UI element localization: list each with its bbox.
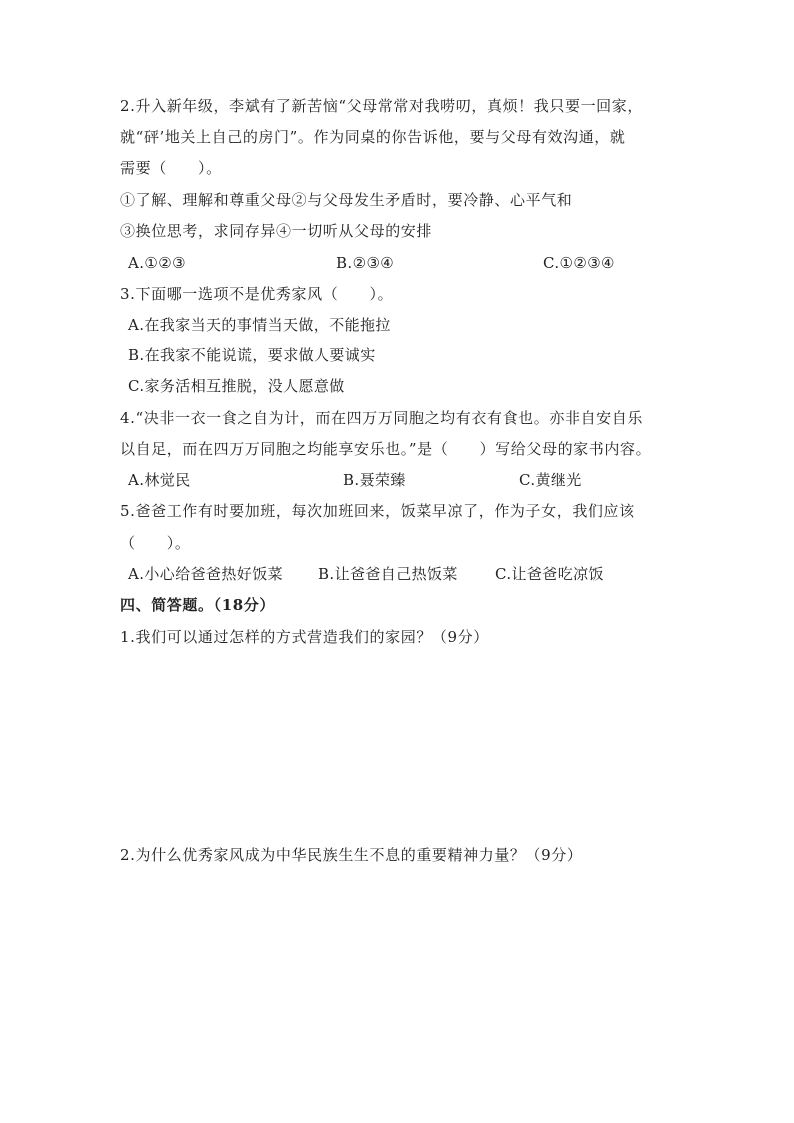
question-3-stem: 3.下面哪一选项不是优秀家风（ ）。	[120, 285, 394, 303]
question-5-option-b: B.让爸爸自己热饭菜	[318, 565, 458, 583]
section-4-heading: 四、简答题。（18分）	[120, 596, 275, 614]
question-2-option-a: A.①②③	[128, 254, 186, 272]
question-2-option-c: C.①②③④	[543, 254, 615, 272]
question-2-statement-1: ①了解、理解和尊重父母②与父母发生矛盾时，要冷静、心平气和	[120, 191, 573, 209]
question-3-option-b: B.在我家不能说谎，要求做人要诚实	[128, 346, 376, 364]
short-answer-question-2: 2.为什么优秀家风成为中华民族生生不息的重要精神力量？（9分）	[120, 846, 583, 864]
question-3-option-a: A.在我家当天的事情当天做，不能拖拉	[128, 316, 391, 334]
question-2-line-1: 2.升入新年级，李斌有了新苦恼“父母常常对我唠叨，真烦！我只要一回家，	[120, 97, 643, 115]
question-4-option-a: A.林觉民	[128, 471, 191, 489]
question-5-option-a: A.小心给爸爸热好饭菜	[128, 565, 284, 583]
short-answer-question-1: 1.我们可以通过怎样的方式营造我们的家园？（9分）	[120, 628, 489, 646]
question-2-option-b: B.②③④	[336, 254, 395, 272]
question-4-line-1: 4.“决非一衣一食之自为计，而在四万万同胞之均有衣有食也。亦非自安自乐	[120, 409, 643, 427]
question-2-statement-2: ③换位思考，求同存异④一切听从父母的安排	[120, 222, 433, 240]
question-4-line-2: 以自足，而在四万万同胞之均能享安乐也。”是（ ）写给父母的家书内容。	[120, 440, 652, 458]
question-5-option-c: C.让爸爸吃凉饭	[495, 565, 604, 583]
question-5-line-2: （ ）。	[120, 534, 191, 552]
question-3-option-c: C.家务活相互推脱，没人愿意做	[128, 377, 345, 395]
question-2-line-3: 需要（ ）。	[120, 159, 222, 177]
question-2-line-2: 就“砰’地关上自己的房门”。作为同桌的你告诉他，要与父母有效沟通，就	[120, 128, 626, 146]
question-4-option-b: B.聂荣臻	[343, 471, 406, 489]
question-5-line-1: 5.爸爸工作有时要加班，每次加班回来，饭菜早凉了，作为子女，我们应该	[120, 502, 635, 520]
question-4-option-c: C.黄继光	[519, 471, 582, 489]
